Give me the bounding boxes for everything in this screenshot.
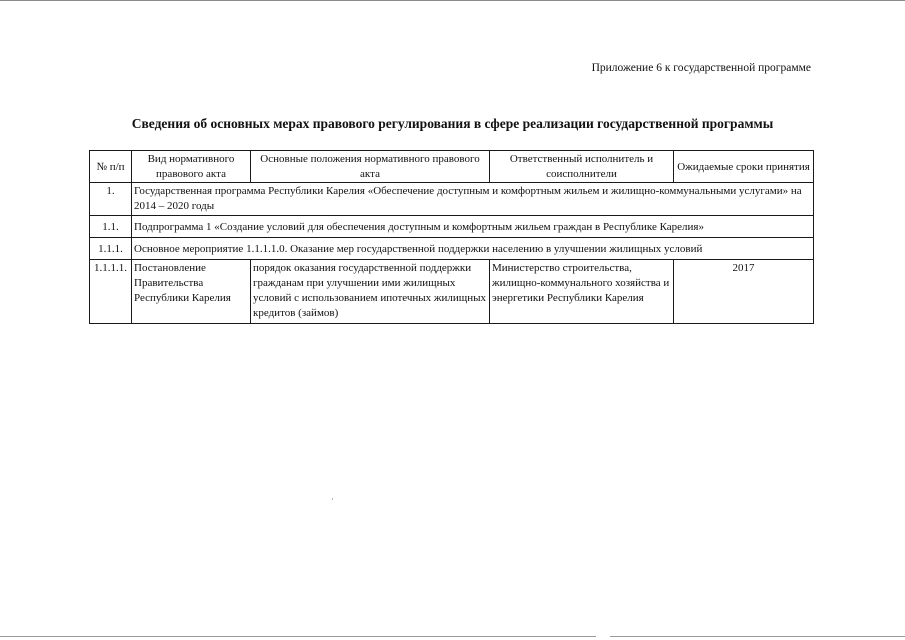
scan-edge-top: [0, 0, 905, 1]
header-number: № п/п: [90, 151, 132, 183]
main-measure-text: Основное мероприятие 1.1.1.1.0. Оказание мер государственной поддержки населению в улучшении жилищных условий: [132, 238, 814, 260]
program-text: Государственная программа Республики Карелия «Обеспечение доступным и комфортным жильем и жилищно-коммунальными услугами» на 2014 – 2020 годы: [132, 183, 814, 216]
header-act-type: Вид нормативного правового акта: [132, 151, 251, 183]
act-number: 1.1.1.1.: [90, 260, 132, 324]
scan-edge-gap: [596, 636, 610, 638]
table-row: [90, 260, 814, 324]
header-deadline: Ожидаемые сроки принятия: [674, 151, 814, 183]
header-executor: Ответственный исполнитель и соисполнители: [490, 151, 674, 183]
subprogram-text: Подпрограмма 1 «Создание условий для обеспечения доступным и комфортным жильем граждан в Республике Карелия»: [132, 216, 814, 238]
program-number: 1.: [90, 183, 132, 216]
act-type: Постановление Правительства Республики Карелия: [132, 260, 251, 324]
act-provisions: порядок оказания государственной поддержки гражданам при улучшении ими жилищных условий с использованием ипотечных жилищных кредитов (займов): [251, 260, 490, 324]
document-title: Сведения об основных мерах правового регулирования в сфере реализации государственной программы: [131, 116, 774, 131]
table-row-main-measure: [90, 238, 814, 260]
legal-measures-table: [89, 150, 814, 324]
act-year: 2017: [674, 260, 814, 324]
table-row-program: [90, 183, 814, 216]
appendix-label: Приложение 6 к государственной программе: [591, 62, 811, 74]
subprogram-number: 1.1.: [90, 216, 132, 238]
scan-speck: [332, 498, 333, 500]
act-executor: Министерство строительства, жилищно-коммунального хозяйства и энергетики Республики Карелия: [490, 260, 674, 324]
table-row-subprogram: [90, 216, 814, 238]
scan-edge-bottom: [0, 636, 905, 637]
table-header-row: [90, 151, 814, 183]
main-measure-number: 1.1.1.: [90, 238, 132, 260]
header-provisions: Основные положения нормативного правового акта: [251, 151, 490, 183]
